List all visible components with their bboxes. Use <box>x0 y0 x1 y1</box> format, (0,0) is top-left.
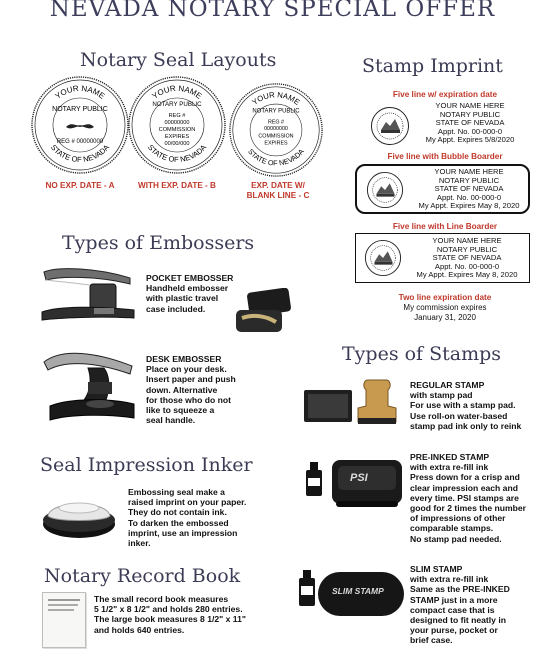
seal-a <box>30 75 130 175</box>
record-book-line3: The large book measures 8 1/2" x 11" <box>94 614 246 625</box>
ink-bottle-icon <box>298 570 316 613</box>
pocket-embosser-image <box>38 262 138 337</box>
svg-text:STATE OF NEVADA <box>246 147 306 168</box>
pocket-embosser-name: POCKET EMBOSSER <box>146 273 234 283</box>
seal-a-caption: NO EXP. DATE - A <box>45 181 115 190</box>
slim-stamp-line2: Same as the PRE-INKED <box>410 584 510 595</box>
nevada-seal-icon <box>366 171 404 214</box>
record-book-image <box>42 592 86 648</box>
seal-b-top-text: YOUR NAME <box>150 83 204 101</box>
regular-stamp-line3: Use roll-on water-based <box>410 410 508 421</box>
seal-b-bottom-text: STATE OF NEVADA <box>145 142 209 165</box>
seal-c <box>228 82 324 178</box>
seal-b <box>127 75 227 175</box>
desk-embosser-line4: for those who do not <box>146 394 231 405</box>
slim-stamp-image <box>318 572 404 616</box>
pre-inked-stamp-line8: No stamp pad needed. <box>410 533 502 544</box>
record-book-line2: 5 1/2" x 8 1/2" and holds 280 entries. <box>94 604 243 615</box>
seal-c-line1: NOTARY PUBLIC <box>252 108 300 115</box>
imprint-3-label: Five line with Line Boarder <box>392 222 498 231</box>
seal-c-bottom-text: STATE OF NEVADA <box>246 146 306 168</box>
imprint-2-box <box>355 164 530 214</box>
slim-stamp-line5: designed to fit neatly in <box>410 615 506 626</box>
imprint-4-text <box>355 303 535 323</box>
record-book-line4: and holds 640 entries. <box>94 624 185 635</box>
pocket-embosser-line2: with plastic travel <box>146 293 219 304</box>
inker-image <box>38 486 120 553</box>
seal-c-line5: EXPIRES <box>264 140 288 147</box>
seal-b-line2: REG # <box>168 113 186 119</box>
seal-c-caption-line1: EXP. DATE W/ <box>251 181 305 190</box>
pocket-embosser-line3: case included. <box>146 303 206 314</box>
imprint-4-label: Two line expiration date <box>398 293 492 302</box>
seal-c-caption-line2: BLANK LINE - C <box>246 191 310 200</box>
imprint-3-line5: My Appt. Expires May 8, 2020 <box>416 270 518 280</box>
imprint-2-line2: NOTARY PUBLIC <box>438 175 500 185</box>
pre-inked-stamp-line4: every time. PSI stamps are <box>410 492 519 503</box>
imprint-3-line4: Appt. No. 00-000-0 <box>434 261 500 271</box>
seal-c-line4: COMMISSION <box>258 133 294 140</box>
seal-a-line2: REG # 00000000 <box>56 139 104 145</box>
record-book-heading: Notary Record Book <box>44 565 241 587</box>
seal-b-line6: 00/00/000 <box>164 141 190 147</box>
imprint-2-text <box>410 168 528 211</box>
inker-line4: To darken the embossed <box>128 517 229 528</box>
imprint-1-line5: My Appt. Expires 5/8/2020 <box>425 135 515 145</box>
pre-inked-stamp-desc <box>410 452 545 544</box>
inker-line6: inker. <box>128 538 151 549</box>
slim-stamp-line3: STAMP just in a more <box>410 594 498 605</box>
imprint-1-line4: Appt. No. 00-000-0 <box>437 126 503 136</box>
pocket-embosser-line1: Handheld embosser <box>146 283 229 294</box>
desk-embosser-image <box>40 344 140 439</box>
inker-heading: Seal Impression Inker <box>40 454 253 476</box>
seal-layouts-heading: Notary Seal Layouts <box>80 49 277 71</box>
pocket-embosser-desc <box>146 273 296 314</box>
seal-c-line2: REG # <box>267 119 285 126</box>
pre-inked-stamp-line5: good for 2 times the number <box>410 503 527 514</box>
nevada-seal-icon <box>364 239 402 282</box>
slim-stamp-line4: compact case that is <box>410 604 495 615</box>
imprint-1-text <box>415 102 525 145</box>
regular-stamp-name: REGULAR STAMP <box>410 380 485 390</box>
desk-embosser-line6: seal handle. <box>146 415 196 426</box>
imprint-3-line1: YOUR NAME HERE <box>432 236 502 245</box>
seal-b-line3: 00000000 <box>164 120 190 126</box>
slim-stamp-logo: SLIM STAMP <box>332 586 384 596</box>
seal-b-line1: NOTARY PUBLIC <box>152 101 202 108</box>
psi-logo: PSI <box>350 472 368 484</box>
inker-line1: Embossing seal make a <box>128 487 225 497</box>
seal-b-caption: WITH EXP. DATE - B <box>138 181 216 190</box>
imprint-2-line5: My Appt. Expires May 8, 2020 <box>418 201 520 211</box>
seal-b-line5: EXPIRES <box>164 134 190 140</box>
slim-stamp-line7: brief case. <box>410 635 453 646</box>
regular-stamp-line4: stamp pad ink only to reink <box>410 420 522 431</box>
pre-inked-stamp-line2: Press down for a crisp and <box>410 472 520 483</box>
seal-c-line3: 00000000 <box>264 126 288 132</box>
regular-stamp-line1: with stamp pad <box>410 390 473 401</box>
slim-stamp-name: SLIM STAMP <box>410 564 463 574</box>
imprint-2-line4: Appt. No. 00-000-0 <box>436 192 502 202</box>
svg-text:STATE OF NEVADA <box>49 143 111 164</box>
pre-inked-stamp-line7: comparable stamps. <box>410 523 494 534</box>
slim-stamp-line1: with extra re-fill ink <box>410 574 489 585</box>
seal-c-caption <box>218 181 338 201</box>
imprint-2-line1: YOUR NAME HERE <box>434 167 504 176</box>
ornament-icon <box>66 124 94 128</box>
imprint-1-line1: YOUR NAME HERE <box>435 101 505 110</box>
seal-a-top-text: YOUR NAME <box>53 83 107 101</box>
imprint-1-label: Five line w/ expiration date <box>392 90 498 99</box>
stamp-imprint-heading: Stamp Imprint <box>362 55 503 77</box>
imprint-4-line2: January 31, 2020 <box>414 313 476 322</box>
embossers-heading: Types of Embossers <box>62 232 255 254</box>
imprint-3-line2: NOTARY PUBLIC <box>436 244 498 254</box>
pre-inked-stamp-line1: with extra re-fill ink <box>410 462 489 473</box>
pre-inked-stamp-name: PRE-INKED STAMP <box>410 452 490 462</box>
nevada-seal-icon <box>370 106 410 151</box>
inker-line2: raised imprint on your paper. <box>128 497 247 508</box>
imprint-1-line2: NOTARY PUBLIC <box>439 109 501 119</box>
regular-stamp-desc <box>410 380 545 431</box>
seal-c-top-text: YOUR NAME <box>250 90 302 107</box>
stamps-heading: Types of Stamps <box>342 343 502 365</box>
desk-embosser-line2: Insert paper and push <box>146 374 236 385</box>
slim-stamp-desc <box>410 564 545 646</box>
imprint-3-line3: STATE OF NEVADA <box>432 253 502 263</box>
inker-line3: They do not contain ink. <box>128 507 227 518</box>
imprint-3-box <box>355 233 530 283</box>
regular-stamp-line2: For use with a stamp pad. <box>410 400 516 411</box>
seal-a-bottom-text: STATE OF NEVADA <box>48 142 112 165</box>
inker-line5: imprint, use an impression <box>128 527 238 538</box>
imprint-1-line3: STATE OF NEVADA <box>435 118 505 128</box>
regular-stamp-image <box>302 378 400 435</box>
pre-inked-stamp-line6: of impressions of other <box>410 513 506 524</box>
inker-desc <box>128 487 303 548</box>
desk-embosser-line1: Place on your desk. <box>146 364 227 375</box>
record-book-desc <box>94 594 294 635</box>
pre-inked-stamp-image <box>332 460 402 504</box>
desk-embosser-name: DESK EMBOSSER <box>146 354 222 364</box>
page-title: NEVADA NOTARY SPECIAL OFFER <box>49 0 496 22</box>
record-book-line1: The small record book measures <box>94 594 229 604</box>
desk-embosser-line5: like to squeeze a <box>146 405 215 416</box>
imprint-4-line1: My commission expires <box>403 303 487 312</box>
slim-stamp-line6: your purse, pocket or <box>410 625 498 636</box>
ink-bottle-icon <box>305 462 323 503</box>
desk-embosser-desc <box>146 354 296 425</box>
imprint-2-line3: STATE OF NEVADA <box>434 184 504 194</box>
seal-b-line4: COMMISSION <box>158 127 196 133</box>
imprint-3-text <box>408 237 526 280</box>
imprint-2-label: Five line with Bubble Boarder <box>387 152 503 161</box>
seal-a-line1: NOTARY PUBLIC <box>52 106 108 113</box>
desk-embosser-line3: down. Alternative <box>146 384 218 395</box>
pre-inked-stamp-line3: clear impression each and <box>410 482 518 493</box>
